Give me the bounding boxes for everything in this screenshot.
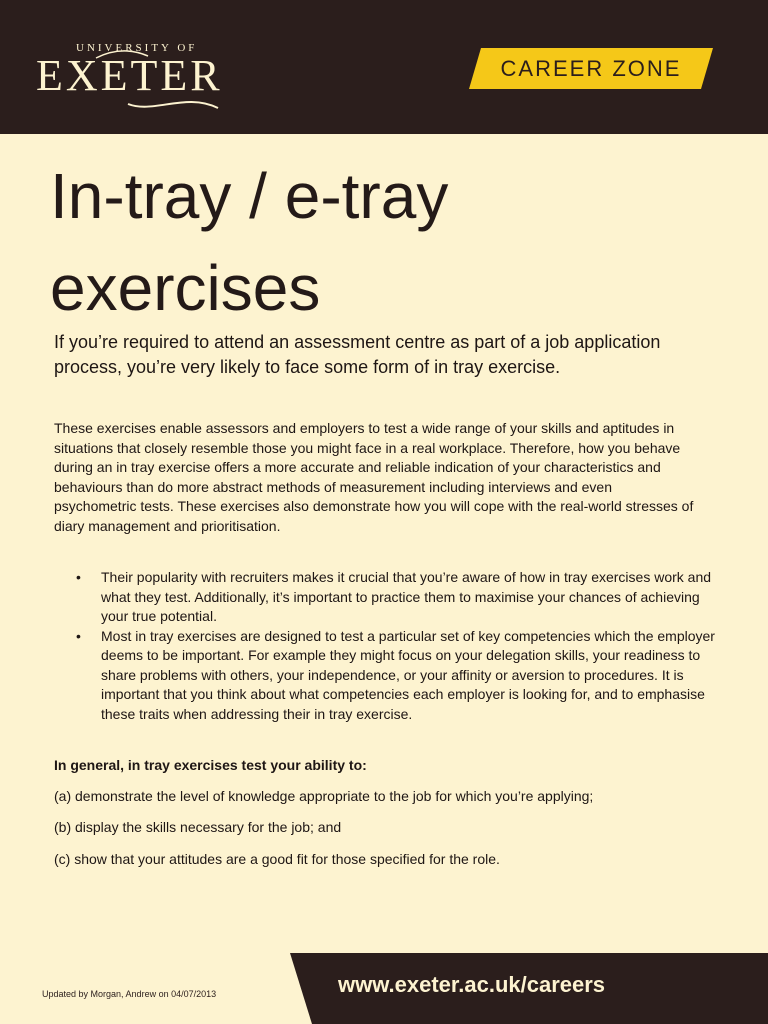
list-item — [54, 627, 724, 725]
bullet-icon: • — [76, 627, 81, 644]
lead-paragraph: If you’re required to attend an assessment centre as part of a job application process, you’re very likely to face some form of in tray exercise. — [54, 332, 661, 377]
title-line-1: In-tray / e-tray — [50, 160, 449, 232]
ability-item-b: (b) display the skills necessary for the job; and — [54, 819, 342, 835]
page-title — [50, 150, 730, 334]
bullet-icon: • — [76, 569, 81, 585]
updated-by-note: Updated by Morgan, Andrew on 04/07/2013 — [42, 989, 217, 999]
logo-exeter: EXETER — [36, 51, 223, 100]
career-zone-badge[interactable] — [469, 48, 713, 89]
list-item — [54, 568, 724, 627]
university-of-exeter-logo[interactable] — [36, 42, 226, 112]
logo-university-of: UNIVERSITY OF — [76, 42, 198, 54]
ability-item-a: (a) demonstrate the level of knowledge appropriate to the job for which you’re applying; — [54, 788, 594, 804]
header-bar — [0, 0, 768, 134]
careers-url-link[interactable]: www.exeter.ac.uk/careers — [338, 972, 606, 997]
logo-swash-icon — [36, 42, 226, 112]
general-heading: In general, in tray exercises test your ability to: — [54, 757, 367, 773]
ability-item-c: (c) show that your attitudes are a good fit for those specified for the role. — [54, 851, 500, 867]
career-zone-label: CAREER ZONE — [500, 56, 682, 81]
title-line-2: exercises — [50, 252, 321, 324]
body-paragraph: These exercises enable assessors and employers to test a wide range of your skills and aptitudes in situations that closely resemble those you might face in a real workplace. Therefore, how you behave during an in tray exercise offers a more accurate and reliable indication of your characteristics and behaviours than do more abstract methods of measurement including interviews and even psychometric tests. These exercises also demonstrate how you will cope with the real-world stresses of diary management and prioritisation. — [54, 420, 694, 534]
bullet-text: Most in tray exercises are designed to test a particular set of key competencies which the employer deems to be important. For example they might focus on your delegation skills, your readiness to share problems with others, your independence, or your affinity or aversion to procedures. It is important that you think about what competencies each employer is looking for, and to emphasise these traits when addressing their in tray exercise. — [101, 627, 715, 722]
bullet-text: Their popularity with recruiters makes it crucial that you’re aware of how in tray exercises work and what they test. Additionally, it’s important to practice them to maximise your chances of achieving your true potential. — [101, 569, 712, 624]
bullet-list — [54, 568, 724, 724]
